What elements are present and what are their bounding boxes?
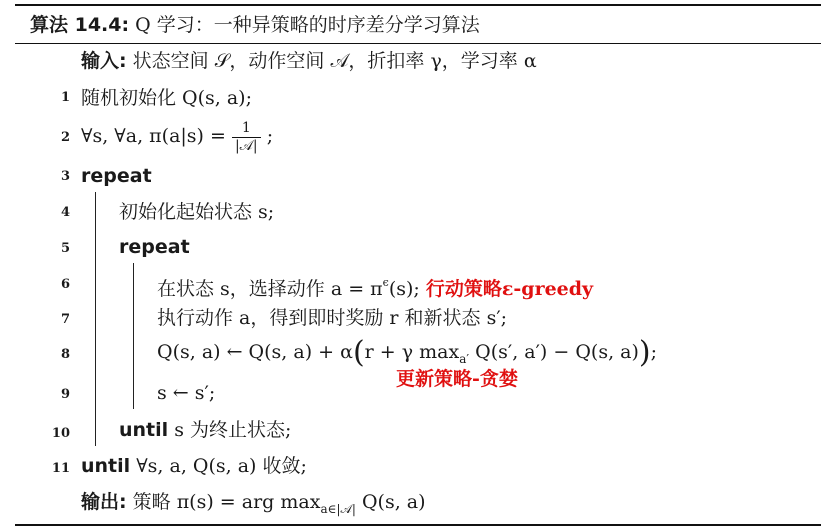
output-label: 输出: — [81, 491, 127, 513]
until-keyword-outer: until — [81, 455, 131, 477]
right-paren: ) — [638, 335, 651, 370]
line-terminator: ; — [266, 125, 274, 147]
policy-init-expression: ∀s, ∀a, π(a|s) = — [81, 125, 232, 147]
td-target-start: r + γ max — [364, 341, 460, 363]
td-target-rest: Q(s′, a′) − Q(s, a) — [469, 341, 639, 363]
algorithm-line-1: 随机初始化 Q(s, a); — [81, 87, 253, 109]
line-number: 4 — [60, 205, 70, 220]
outer-until-condition: ∀s, a, Q(s, a) 收敛; — [130, 455, 307, 477]
input-label: 输入: — [81, 50, 127, 72]
line-number: 10 — [51, 426, 70, 441]
inner-loop-bar — [133, 263, 134, 409]
behavior-policy-annotation: 行动策略ε-greedy — [425, 278, 594, 300]
max-subscript: a′ — [459, 352, 470, 366]
uniform-fraction — [232, 120, 261, 155]
q-update-lhs: Q(s, a) ← Q(s, a) + α — [157, 341, 353, 363]
fraction-numerator: 1 — [232, 120, 261, 138]
line-number: 1 — [60, 90, 70, 105]
line-number: 9 — [60, 387, 70, 402]
line-terminator: ; — [650, 341, 658, 363]
algorithm-line-6 — [157, 270, 593, 302]
inner-until-condition: s 为终止状态; — [168, 419, 292, 441]
algorithm-line-4: 初始化起始状态 s; — [119, 201, 275, 223]
caption-rule — [15, 43, 821, 44]
algorithm-line-9: s ← s′; — [157, 382, 216, 404]
outer-loop-bar — [95, 192, 96, 446]
algorithm-line-2 — [81, 116, 273, 156]
input-line — [81, 48, 537, 74]
action-selection-tail: (s); — [388, 278, 420, 300]
line-number: 3 — [60, 169, 70, 184]
top-rule — [15, 4, 821, 6]
line-number: 11 — [51, 461, 70, 476]
caption-title: Q 学习：一种异策略的时序差分学习算法 — [135, 14, 480, 36]
left-paren: ( — [352, 335, 365, 370]
algorithm-line-10 — [119, 417, 291, 443]
algorithm-line-11 — [81, 453, 307, 479]
input-text: 状态空间 𝒮，动作空间 𝒜，折扣率 γ，学习率 α — [132, 50, 537, 72]
output-line — [81, 489, 426, 522]
output-expression: 策略 π(s) = arg max — [132, 491, 321, 513]
repeat-keyword-inner: repeat — [119, 236, 190, 258]
fraction-denominator: |𝒜| — [234, 137, 258, 154]
repeat-keyword-outer: repeat — [81, 165, 152, 187]
algorithm-line-7: 执行动作 a，得到即时奖励 r 和新状态 s′; — [157, 307, 508, 329]
line-number: 8 — [60, 347, 70, 362]
line-number: 5 — [60, 241, 70, 256]
line-number: 6 — [60, 277, 70, 292]
bottom-rule — [15, 524, 821, 526]
argmax-subscript: a∈|𝒜| — [320, 502, 356, 516]
epsilon-superscript: ϵ — [382, 276, 389, 289]
line-number: 7 — [60, 312, 70, 327]
line-number: 2 — [60, 130, 70, 145]
algorithm-box — [15, 4, 821, 528]
until-keyword-inner: until — [119, 419, 169, 441]
action-selection-text: 在状态 s，选择动作 a = π — [157, 278, 383, 300]
output-expression-tail: Q(s, a) — [355, 491, 426, 513]
caption-label: 算法 14.4: — [30, 14, 130, 36]
target-policy-annotation: 更新策略-贪婪 — [396, 368, 518, 390]
algorithm-caption — [30, 13, 480, 37]
